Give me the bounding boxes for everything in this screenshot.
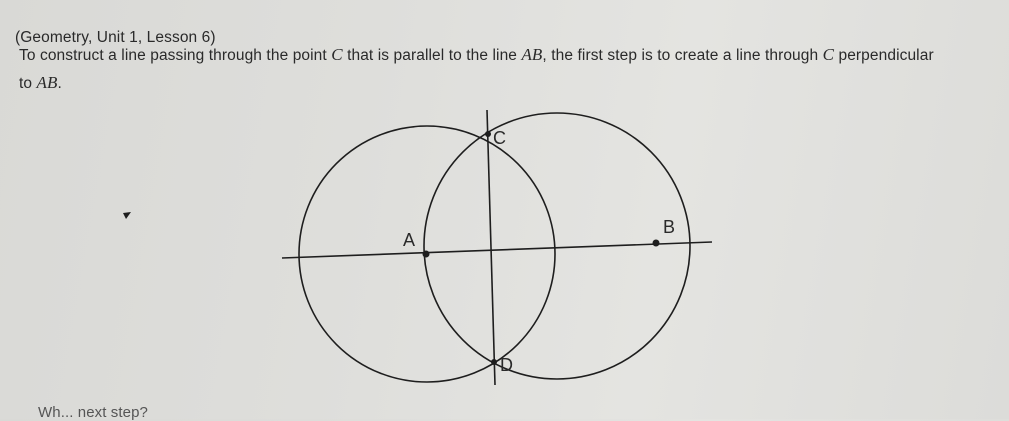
line-ab-ref-2: AB: [36, 73, 58, 92]
problem-text-4: perpendicular: [834, 47, 934, 64]
line-ab-ref: AB: [521, 45, 543, 64]
problem-text-3: , the first step is to create a line through: [542, 47, 823, 64]
point-a: [423, 251, 430, 258]
problem-text-5: to: [19, 75, 37, 92]
label-c: C: [493, 128, 506, 148]
point-d: [491, 359, 497, 365]
point-c-ref: C: [331, 45, 343, 64]
point-c: [485, 131, 491, 137]
problem-text-2: that is parallel to the line: [342, 47, 522, 64]
label-a: A: [403, 230, 416, 250]
problem-text-6: .: [57, 75, 62, 92]
line-ab: [282, 242, 712, 258]
mouse-cursor-icon: [123, 212, 131, 219]
label-d: D: [500, 355, 513, 375]
perpendicular-line: [487, 110, 495, 385]
point-b: [653, 240, 660, 247]
label-b: B: [663, 217, 676, 237]
circle-centered-b: [424, 113, 690, 379]
problem-text-1: To construct a line passing through the point: [19, 47, 332, 64]
point-c-ref-2: C: [822, 45, 835, 64]
footer-partial-text: Wh... next step?: [38, 404, 148, 421]
lesson-tag: (Geometry, Unit 1, Lesson 6): [15, 29, 216, 46]
